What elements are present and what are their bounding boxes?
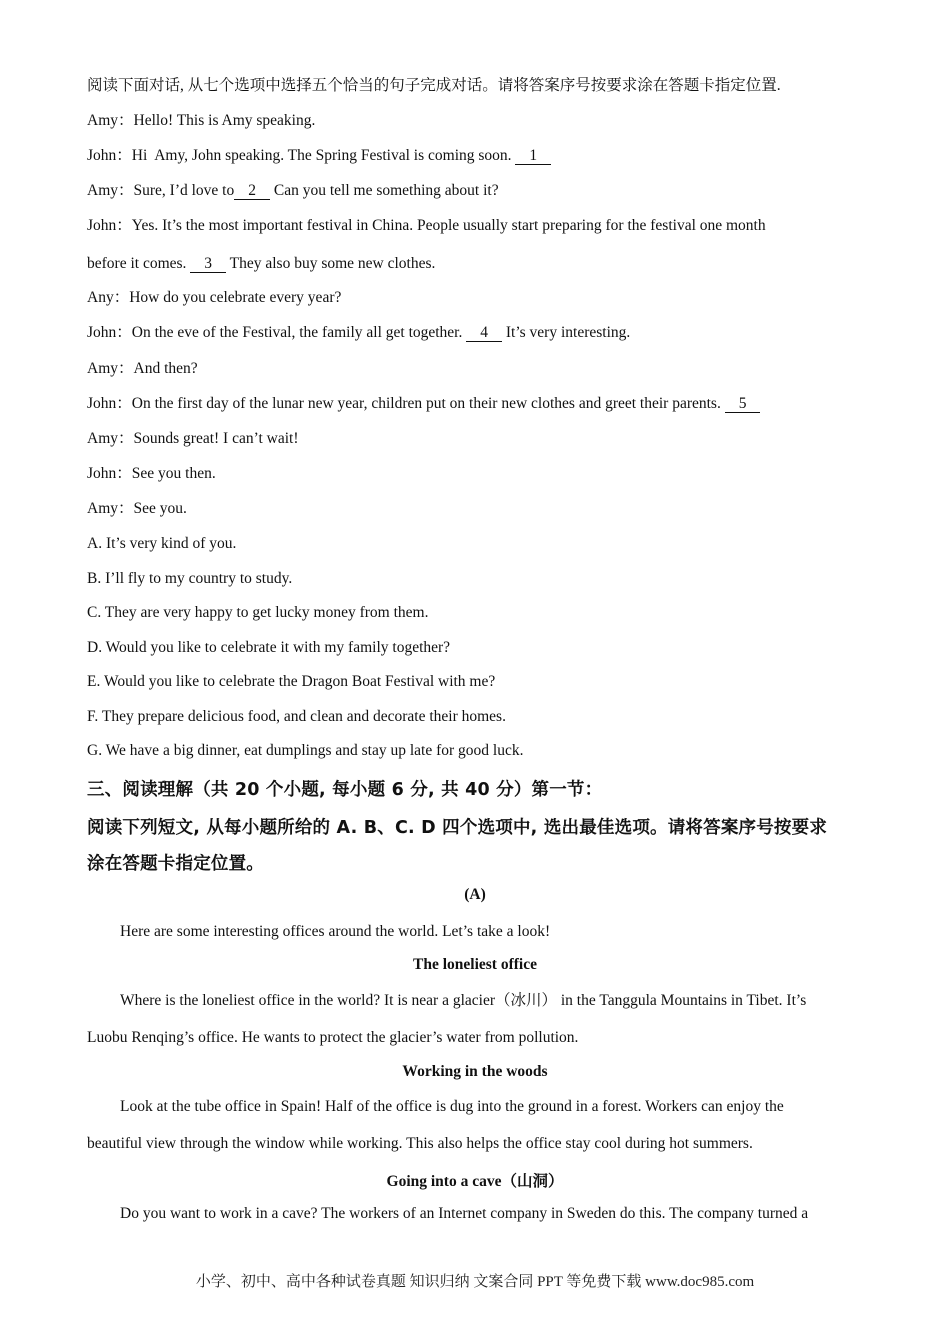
option-item: B. I’ll fly to my country to study. (87, 570, 293, 587)
dialogue-line (87, 394, 760, 414)
dialogue-line (87, 288, 341, 308)
dialogue-line (87, 146, 551, 166)
section-title: 三、阅读理解（共 20 个小题, 每小题 6 分, 共 40 分）第一节： (87, 780, 603, 800)
dialogue-line (87, 254, 435, 274)
blank-number: 1 (515, 148, 551, 165)
footer: 小学、初中、高中各种试卷真题 知识归纳 文案合同 PPT 等免费下载 www.doc985.com (195, 1274, 755, 1290)
option-item: E. Would you like to celebrate the Dragon Boat Festival with me? (87, 673, 496, 690)
utterance: On the eve of the Festival, the family all get together. (131, 324, 467, 341)
option-item: F. They prepare delicious food, and clean and decorate their homes. (87, 708, 506, 725)
passage-p1a: Where is the loneliest office in the world? It is near a glacier（冰川） in the Tanggula Mountains in Tibet. It’s (120, 992, 807, 1009)
answer-blank[interactable] (515, 146, 551, 166)
speaker: Amy： (87, 500, 134, 517)
utterance: And then? (133, 360, 198, 377)
dialogue-line (87, 111, 315, 131)
blank-number: 5 (725, 396, 761, 413)
utterance-after: They also buy some new clothes. (226, 255, 436, 272)
utterance: Hello! This is Amy speaking. (133, 112, 316, 129)
speaker: John： (87, 395, 132, 412)
dialogue-line (87, 359, 198, 379)
passage-heading-3: Going into a cave（山洞） (386, 1173, 564, 1190)
utterance: How do you celebrate every year? (129, 289, 342, 306)
option-item: D. Would you like to celebrate it with my family together? (87, 639, 451, 656)
passage-label: (A) (464, 886, 486, 903)
speaker: Any： (87, 289, 130, 306)
answer-blank[interactable] (725, 394, 761, 414)
speaker: Amy： (87, 360, 134, 377)
passage-p3a: Do you want to work in a cave? The workers of an Internet company in Sweden do this. The company turned a (120, 1205, 809, 1222)
speaker: John： (87, 217, 132, 234)
passage-heading-1: The loneliest office (413, 956, 537, 973)
passage-p2b: beautiful view through the window while working. This also helps the office stay cool during hot summers. (87, 1135, 753, 1152)
dialogue-line (87, 323, 630, 343)
dialogue-line (87, 499, 187, 519)
utterance-after: It’s very interesting. (502, 324, 631, 341)
passage-p1b: Luobu Renqing’s office. He wants to protect the glacier’s water from pollution. (87, 1029, 579, 1046)
blank-number: 4 (466, 325, 502, 342)
dialogue-line (87, 181, 499, 201)
utterance-after: Can you tell me something about it? (270, 182, 499, 199)
utterance: Yes. It’s the most important festival in China. People usually start preparing for the festival one month (131, 217, 766, 234)
section-instruction-2: 涂在答题卡指定位置。 (87, 854, 264, 874)
speaker: Amy： (87, 182, 134, 199)
answer-blank[interactable] (190, 254, 226, 274)
answer-blank[interactable] (234, 181, 270, 201)
speaker: John： (87, 324, 132, 341)
option-item: A. It’s very kind of you. (87, 535, 237, 552)
passage-heading-2: Working in the woods (402, 1063, 548, 1080)
instruction: 阅读下面对话, 从七个选项中选择五个恰当的句子完成对话。请将答案序号按要求涂在答题卡指定位置. (87, 77, 781, 94)
blank-number: 2 (234, 183, 270, 200)
speaker: John： (87, 465, 132, 482)
option-item: G. We have a big dinner, eat dumplings and stay up late for good luck. (87, 742, 524, 759)
blank-number: 3 (190, 256, 226, 273)
answer-blank[interactable] (466, 323, 502, 343)
utterance: Sounds great! I can’t wait! (133, 430, 299, 447)
speaker: Amy： (87, 430, 134, 447)
speaker: John： (87, 147, 132, 164)
passage-intro: Here are some interesting offices around the world. Let’s take a look! (120, 923, 551, 940)
utterance: See you. (133, 500, 187, 517)
passage-p2a: Look at the tube office in Spain! Half of the office is dug into the ground in a forest. Workers can enjoy the (120, 1098, 784, 1115)
utterance: Sure, I’d love to (133, 182, 235, 199)
utterance: On the first day of the lunar new year, children put on their new clothes and greet their parents. (131, 395, 725, 412)
dialogue-line (87, 429, 299, 449)
dialogue-line (87, 216, 766, 236)
dialogue-line (87, 464, 216, 484)
utterance: before it comes. (87, 255, 191, 272)
utterance: See you then. (131, 465, 216, 482)
option-item: C. They are very happy to get lucky money from them. (87, 604, 429, 621)
utterance: Hi Amy, John speaking. The Spring Festival is coming soon. (131, 147, 516, 164)
section-instruction-1: 阅读下列短文, 从每小题所给的 A. B、C. D 四个选项中, 选出最佳选项。请将答案序号按要求 (87, 818, 828, 838)
speaker: Amy： (87, 112, 134, 129)
